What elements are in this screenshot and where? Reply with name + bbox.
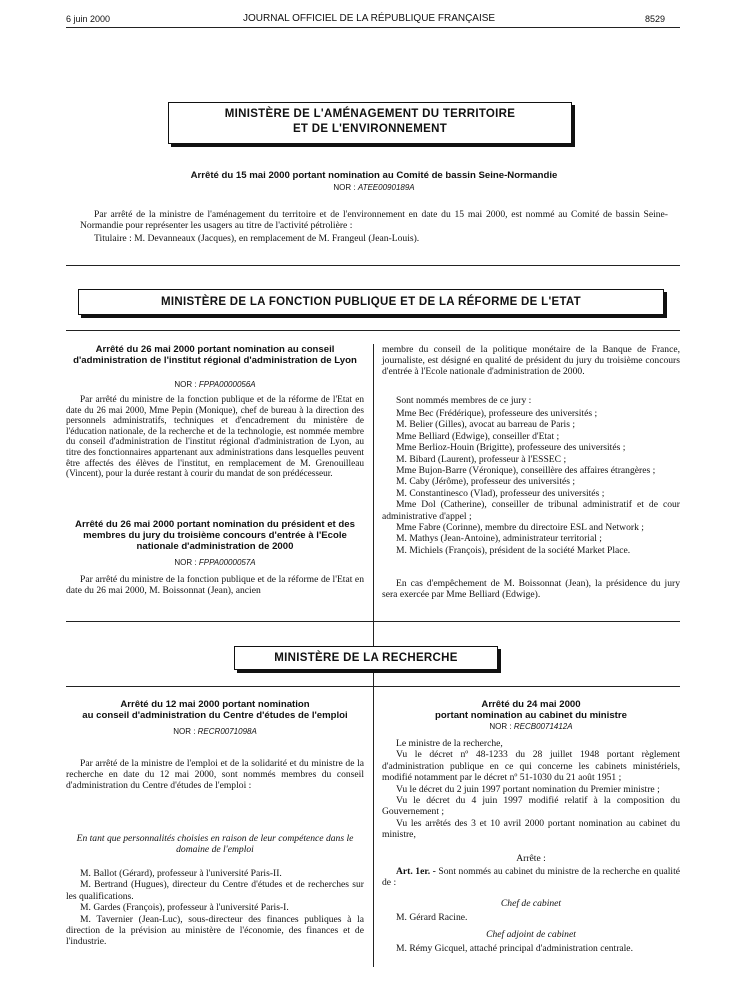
visa-list bbox=[382, 738, 680, 841]
paragraph: Par arrêté du ministre de la fonction publique et de la réforme de l'Etat en date du 26 mai 2000, M. Boissonnat (Jean), ancien bbox=[66, 574, 364, 597]
nor-code: RECR0071098A bbox=[197, 727, 257, 736]
jury-closing: En cas d'empêchement de M. Boissonnat (Jean), la présidence du jury sera exercée par Mme Belliard (Edwige). bbox=[382, 578, 680, 601]
nor-code: FPPA0000057A bbox=[198, 558, 256, 567]
article-1 bbox=[382, 866, 680, 888]
ministry-box-environnement bbox=[168, 102, 572, 144]
paragraph: Par arrêté de la ministre de l'emploi et de la solidarité et du ministre de la recherche en date du 12 mai 2000, sont nommés membres du conseil d'administration du Centre d'études de l'emploi : bbox=[66, 758, 364, 792]
separator-rule bbox=[66, 621, 680, 622]
person-name: M. Gérard Racine. bbox=[396, 912, 468, 923]
nor-line bbox=[80, 183, 668, 192]
ministry-title-line2: ET DE L'ENVIRONNEMENT bbox=[292, 123, 448, 135]
jury-intro: Sont nommés membres de ce jury : bbox=[396, 395, 532, 406]
nor-label: NOR : bbox=[333, 183, 356, 192]
ministry-box-fonction-publique: MINISTÈRE DE LA FONCTION PUBLIQUE ET DE LA RÉFORME DE L'ETAT bbox=[78, 289, 664, 315]
jury-member-list bbox=[382, 408, 680, 556]
nor-line bbox=[66, 727, 364, 736]
list-item: Vu les arrêtés des 3 et 10 avril 2000 portant nomination au cabinet du ministre, bbox=[382, 817, 680, 841]
list-item: M. Tavernier (Jean-Luc), sous-directeur des finances publiques à la direction de la prévision au ministère de l'économie, des finances et de l'industrie. bbox=[66, 913, 364, 948]
arrete-title: Arrêté du 26 mai 2000 portant nomination du président et des membres du jury du troisième concours d'entrée à l'Ecole nationale d'administration de 2000 bbox=[75, 519, 355, 552]
nor-label: NOR : bbox=[174, 558, 197, 567]
list-item: M. Bibard (Laurent), professeur à l'ESSEC ; bbox=[396, 453, 567, 465]
column-divider bbox=[373, 697, 374, 967]
list-item: Mme Bec (Frédérique), professeure des universités ; bbox=[396, 408, 598, 419]
list-item: Mme Dol (Catherine), conseiller de tribunal administratif et de cour administrative d'appel ; bbox=[382, 499, 680, 522]
header-date: 6 juin 2000 bbox=[66, 14, 111, 24]
arrete-title-line2: portant nomination au cabinet du ministre bbox=[435, 710, 627, 721]
person-name: M. Rémy Gicquel, attaché principal d'administration centrale. bbox=[396, 943, 633, 954]
paragraph-continuation: membre du conseil de la politique monétaire de la Banque de France, journaliste, est désigné en qualité de président du jury du troisième concours d'entrée à l'Ecole nationale d'administration de 2000. bbox=[382, 344, 680, 378]
arrete-title: Arrêté du 15 mai 2000 portant nomination au Comité de bassin Seine-Normandie bbox=[190, 170, 558, 181]
list-item: M. Bertrand (Hugues), directeur du Centre d'études et de recherches sur les qualifications. bbox=[66, 879, 364, 902]
arrete-word: Arrête : bbox=[516, 853, 546, 864]
ministry-box-recherche: MINISTÈRE DE LA RECHERCHE bbox=[234, 646, 498, 670]
list-item: M. Belier (Gilles), avocat au barreau de Paris ; bbox=[396, 419, 576, 431]
list-item: Mme Belliard (Edwige), conseiller d'Etat ; bbox=[396, 430, 560, 442]
titulaire-line: Titulaire : M. Devanneaux (Jacques), en remplacement de M. Frangeul (Jean-Louis). bbox=[94, 233, 420, 244]
arrete-title-line1: Arrêté du 24 mai 2000 bbox=[481, 699, 581, 710]
list-item: Vu le décret du 4 juin 1997 modifié relatif à la composition du Gouvernement ; bbox=[382, 795, 680, 818]
nor-code: RECB0071412A bbox=[513, 722, 573, 731]
list-item: Mme Bujon-Barre (Véronique), conseillère des affaires étrangères ; bbox=[396, 465, 656, 477]
list-item: M. Constantinesco (Vlad), professeur des universités ; bbox=[396, 487, 605, 499]
member-list bbox=[66, 868, 364, 948]
list-item: Vu le décret nº 48-1233 du 28 juillet 1948 portant règlement d'administration publique en ce qui concerne les cabinets ministériels, modifié notamment par le décret nº 51-1030 du 21 août 1951 ; bbox=[382, 749, 680, 784]
page-number: 8529 bbox=[645, 14, 666, 24]
nor-label: NOR : bbox=[174, 380, 197, 389]
header-rule bbox=[66, 27, 680, 28]
list-item: Mme Fabre (Corinne), membre du directoire ESL and Network ; bbox=[396, 522, 644, 534]
list-item: M. Ballot (Gérard), professeur à l'université Paris-II. bbox=[80, 868, 282, 879]
nor-line bbox=[66, 558, 364, 567]
role-title: Chef de cabinet bbox=[500, 898, 562, 909]
paragraph: Par arrêté du ministre de la fonction publique et de la réforme de l'Etat en date du 26 mai 2000, Mme Pepin (Monique), chef de bureau à la direction des personnels administratifs, techniques et d'encadrement du ministère de l'éducation nationale, de la recherche et de la technologie, est nommée membre du conseil d'administration de l'institut régional d'administration de Lyon, au titre des fonctionnaires appartenant aux administrations dans lesquelles peuvent être affectés des élèves de l'institut, en remplacement de M. Grenouilleau (Vincent), pour la durée restant à courir du mandat de son prédécesseur. bbox=[66, 395, 364, 480]
list-item: Le ministre de la recherche, bbox=[396, 738, 503, 749]
subheading: En tant que personnalités choisies en raison de leur compétence dans le domaine de l'emploi bbox=[76, 833, 354, 856]
list-item: M. Gardes (François), professeur à l'université Paris-I. bbox=[80, 902, 289, 914]
separator-rule bbox=[66, 686, 680, 687]
nor-code: ATEE0090189A bbox=[357, 183, 415, 192]
list-item: M. Mathys (Jean-Antoine), administrateur territorial ; bbox=[396, 533, 602, 545]
role-title: Chef adjoint de cabinet bbox=[486, 929, 576, 940]
column-divider bbox=[373, 344, 374, 736]
article-label: Art. 1er. - bbox=[396, 866, 436, 877]
ministry-title-line1: MINISTÈRE DE L'AMÉNAGEMENT DU TERRITOIRE bbox=[224, 108, 516, 120]
nor-line bbox=[382, 722, 680, 731]
article-text: Sont nommés au cabinet du ministre de la recherche en qualité de : bbox=[382, 866, 680, 889]
nor-line bbox=[66, 380, 364, 389]
paragraph: Par arrêté de la ministre de l'aménagement du territoire et de l'environnement en date du 15 mai 2000, est nommé au Comité de bassin Seine-Normandie pour représenter les usagers au titre de l'activité pétrolière : bbox=[80, 209, 668, 232]
arrete-title: Arrêté du 26 mai 2000 portant nomination au conseil d'administration de l'institut régional d'administration de Lyon bbox=[73, 344, 357, 366]
arrete-title-line2: au conseil d'administration du Centre d'études de l'emploi bbox=[82, 710, 348, 721]
separator-rule bbox=[66, 330, 680, 331]
nor-label: NOR : bbox=[489, 722, 512, 731]
list-item: Mme Berlioz-Houin (Brigitte), professeure des universités ; bbox=[396, 442, 626, 454]
nor-label: NOR : bbox=[173, 727, 196, 736]
list-item: M. Caby (Jérôme), professeur des universités ; bbox=[396, 476, 576, 488]
journal-title: JOURNAL OFFICIEL DE LA RÉPUBLIQUE FRANÇAISE bbox=[243, 13, 496, 24]
list-item: M. Michiels (François), président de la société Market Place. bbox=[396, 544, 631, 556]
arrete-title-line1: Arrêté du 12 mai 2000 portant nomination bbox=[120, 699, 310, 710]
list-item: Vu le décret du 2 juin 1997 portant nomination du Premier ministre ; bbox=[396, 783, 660, 795]
separator-rule bbox=[66, 265, 680, 266]
nor-code: FPPA0000056A bbox=[198, 380, 256, 389]
